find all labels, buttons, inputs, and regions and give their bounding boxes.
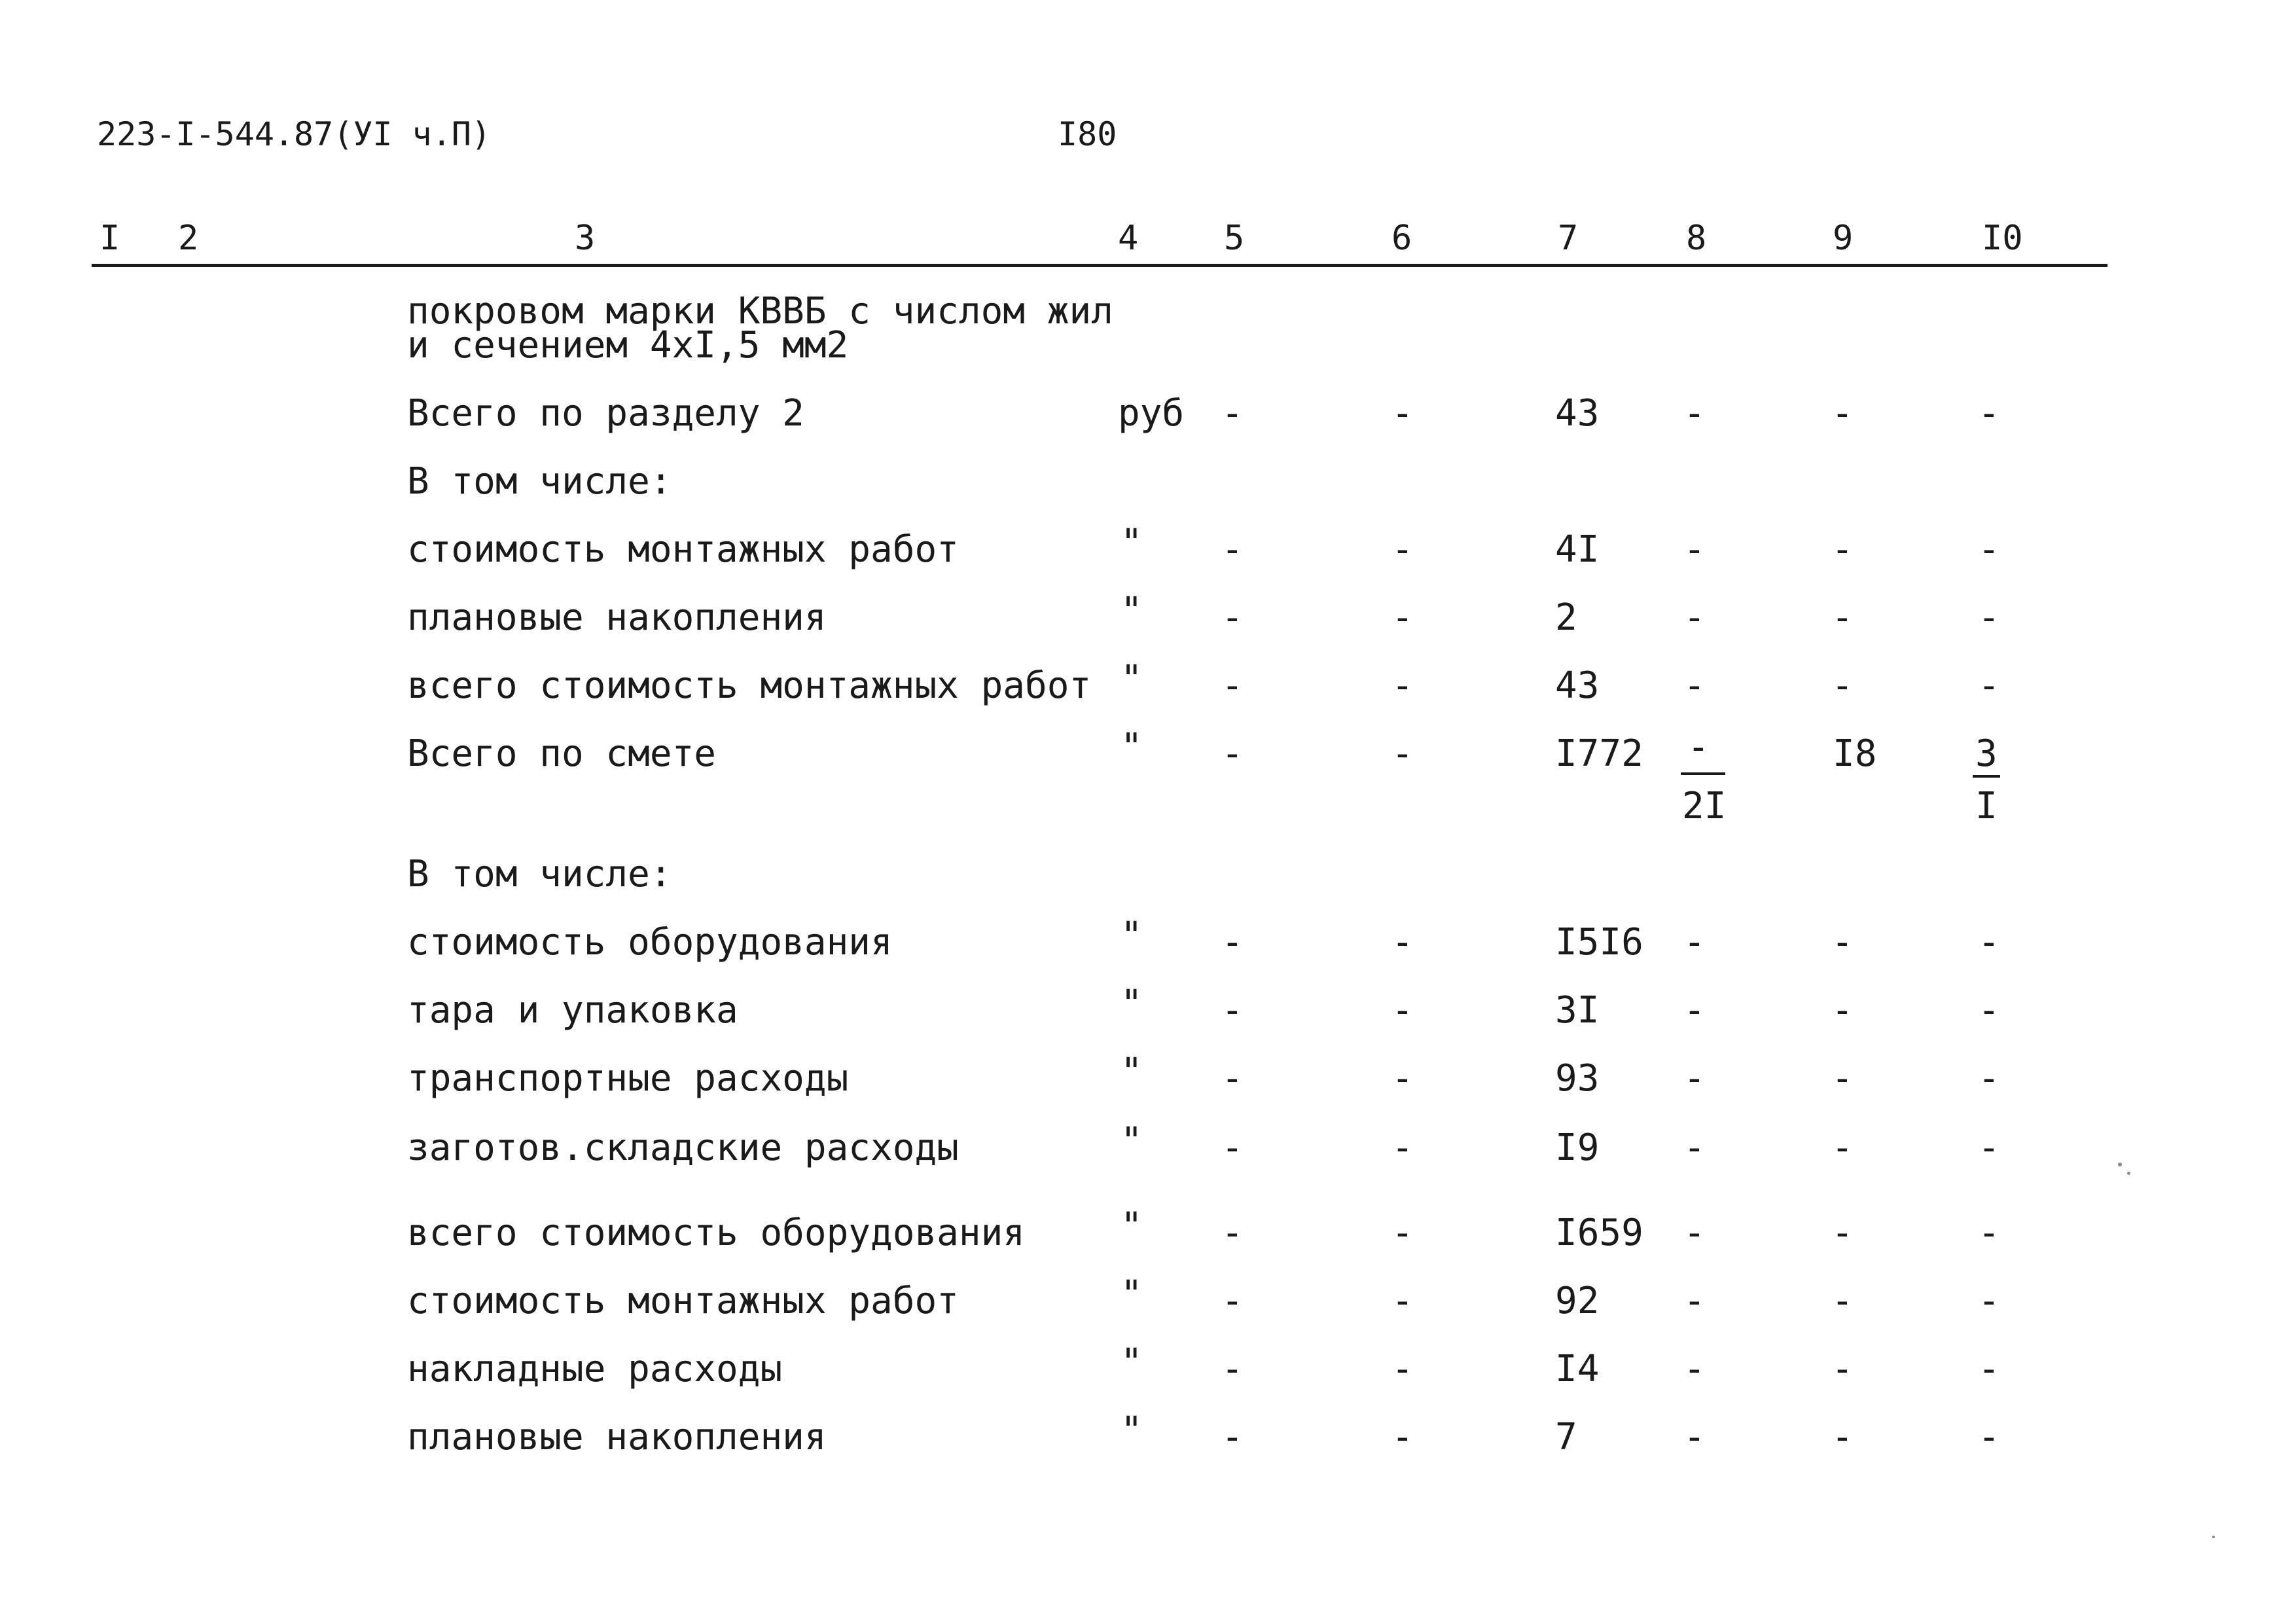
row-description: стоимость монтажных работ [407,528,959,571]
column-number: 4 [1118,219,1139,258]
col8-cell: - [1683,1348,1706,1390]
col9-cell: - [1831,1212,1854,1254]
col8-cell: - [1683,1127,1706,1169]
col9-cell: - [1831,596,1854,639]
col8-denominator: 2I [1682,785,1727,827]
col5-cell: - [1221,1127,1244,1169]
col10-cell: - [1978,392,2000,435]
unit-cell: " [1121,726,1143,768]
amount-cell: 43 [1555,392,1600,435]
scan-speck [2127,1172,2130,1175]
row-description: плановые накопления [407,1416,827,1458]
col6-cell: - [1391,1127,1414,1169]
column-number: 7 [1558,219,1579,258]
row-description: накладные расходы [407,1348,783,1390]
amount-cell: 7 [1555,1416,1577,1458]
scan-speck [2212,1536,2215,1538]
col8-cell: - [1683,1416,1706,1458]
document-code: 223-I-544.87(УI ч.П) [97,115,492,153]
amount-cell: I772 [1555,732,1643,775]
col5-cell: - [1221,1280,1244,1322]
unit-cell: " [1121,1341,1143,1384]
unit-cell: руб [1118,392,1185,435]
amount-cell: I659 [1555,1212,1643,1254]
col5-cell: - [1221,732,1244,775]
col8-cell: - [1683,921,1706,964]
col6-cell: - [1391,596,1414,639]
row-description: плановые накопления [407,596,827,639]
col8-cell: - [1683,596,1706,639]
col9-cell: - [1831,989,1854,1032]
continuation-line: покровом марки КВВБ с числом жил [407,290,1113,333]
amount-cell: 4I [1555,528,1600,571]
unit-cell: " [1121,914,1143,957]
col9-cell: - [1831,1127,1854,1169]
col5-cell: - [1221,989,1244,1032]
column-number: 8 [1686,219,1707,258]
amount-cell: 3I [1555,989,1600,1032]
col10-cell: - [1978,596,2000,639]
row-description: тара и упаковка [407,989,738,1032]
col10-cell: - [1978,921,2000,964]
row-description: стоимость монтажных работ [407,1280,959,1322]
col5-cell: - [1221,528,1244,571]
column-number: I [99,219,120,258]
col9-cell: - [1831,1416,1854,1458]
col8-cell: - [1683,989,1706,1032]
unit-cell: " [1121,983,1143,1025]
col9-cell: - [1831,528,1854,571]
row-description: заготов.складские расходы [407,1127,959,1169]
col9-cell: I8 [1833,732,1877,775]
column-number: 3 [575,219,596,258]
unit-cell: " [1121,1273,1143,1316]
row-description: транспортные расходы [407,1057,849,1100]
col5-cell: - [1221,1212,1244,1254]
row-description: всего стоимость оборудования [407,1212,1026,1254]
amount-cell: 93 [1555,1057,1600,1100]
col10-cell: - [1978,1348,2000,1390]
col6-cell: - [1391,1280,1414,1322]
col10-cell: - [1978,664,2000,707]
col6-cell: - [1391,921,1414,964]
col10-cell: - [1978,1280,2000,1322]
col6-cell: - [1391,528,1414,571]
amount-cell: I5I6 [1555,921,1643,964]
col9-cell: - [1831,921,1854,964]
col5-cell: - [1221,1057,1244,1100]
continuation-line: и сечением 4хI,5 мм2 [407,324,849,367]
col5-cell: - [1221,664,1244,707]
header-rule [92,264,2108,267]
col8-cell: - [1683,664,1706,707]
row-description: всего стоимость монтажных работ [407,664,1092,707]
col6-cell: - [1391,732,1414,775]
col10-denominator: I [1975,785,1998,827]
row-description: стоимость оборудования [407,921,893,964]
amount-cell: 2 [1555,596,1577,639]
col8-cell: - [1683,392,1706,435]
col6-cell: - [1391,1057,1414,1100]
amount-cell: I4 [1555,1348,1600,1390]
col9-cell: - [1831,664,1854,707]
unit-cell: " [1121,1409,1143,1452]
fraction-bar [1681,772,1725,775]
amount-cell: 92 [1555,1280,1600,1322]
column-number: 9 [1833,219,1854,258]
col10-cell: - [1978,1212,2000,1254]
col8-cell: - [1683,1212,1706,1254]
col6-cell: - [1391,989,1414,1032]
unit-cell: " [1121,522,1143,564]
col8-cell: - [1683,1280,1706,1322]
col9-cell: - [1831,1348,1854,1390]
page-number: I80 [1058,115,1117,153]
column-number: I0 [1982,219,2023,258]
col10-cell: - [1978,989,2000,1032]
amount-cell: 43 [1555,664,1600,707]
col6-cell: - [1391,664,1414,707]
column-number: 6 [1391,219,1412,258]
unit-cell: " [1121,658,1143,700]
row-description: В том числе: [407,853,672,895]
row-description: Всего по смете [407,732,717,775]
col9-cell: - [1831,1280,1854,1322]
column-number: 2 [178,219,199,258]
amount-cell: I9 [1555,1127,1600,1169]
col10-cell: - [1978,528,2000,571]
col8-numerator: - [1687,726,1710,768]
col6-cell: - [1391,1212,1414,1254]
col5-cell: - [1221,921,1244,964]
col10-cell: - [1978,1057,2000,1100]
col6-cell: - [1391,1348,1414,1390]
unit-cell: " [1121,1120,1143,1163]
col5-cell: - [1221,392,1244,435]
col9-cell: - [1831,392,1854,435]
scan-speck [2118,1163,2122,1166]
col5-cell: - [1221,596,1244,639]
col8-cell: - [1683,1057,1706,1100]
col10-cell: - [1978,1416,2000,1458]
col5-cell: - [1221,1416,1244,1458]
unit-cell: " [1121,590,1143,632]
column-number: 5 [1224,219,1245,258]
col10-numerator: 3 [1975,732,1998,775]
col8-cell: - [1683,528,1706,571]
unit-cell: " [1121,1205,1143,1248]
row-description: Всего по разделу 2 [407,392,804,435]
fraction-bar [1973,775,2000,778]
col6-cell: - [1391,1416,1414,1458]
unit-cell: " [1121,1051,1143,1093]
col6-cell: - [1391,392,1414,435]
col10-cell: - [1978,1127,2000,1169]
col5-cell: - [1221,1348,1244,1390]
row-description: В том числе: [407,460,672,503]
col9-cell: - [1831,1057,1854,1100]
